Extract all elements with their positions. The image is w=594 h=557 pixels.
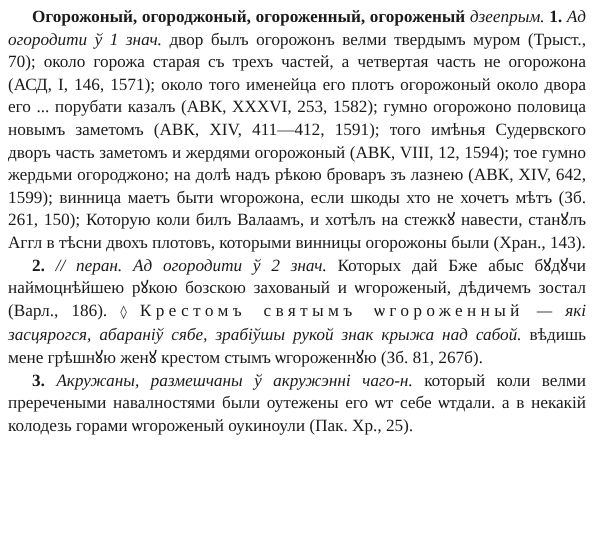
entry-sense-1-paragraph	[8, 6, 586, 255]
sense-number: 3.	[32, 370, 45, 390]
sense-definition: // перан. Ад огородити ў 2 знач.	[55, 255, 327, 275]
phrase-definition: які засцярогся, абараніў сябе, зрабіўшы рукой знак крыжа над сабой.	[8, 300, 587, 345]
sense-quotations: двор былъ огорожонъ велми твердымъ муром (Трыст., 70); около горожа старая съ трехъ частей, а четвертая часть не огорожона (АСД, I, 146, 1571); около того именейца его плотъ огорожоный около двора его ... порубати казалъ (АВК, XXXVI, 253, 1582); гумно огорожоно половица новымъ заметомъ (АВК, XIV, 411—412, 1591); того имѣнья Судервского дворъ часть заметомъ и жердями огорожоный (АВК, VIII, 12, 1594); тое гумно жердьми огороджоно; на долѣ надъ рѣкою броваръ зъ лазнею (АВК, XIV, 642, 1599); винница маетъ быти ѡгорожона, если шкоды хто не хочетъ мѣтъ (Зб. 261, 150); Которую коли билъ Валаамъ, и хотѣлъ на стежкꙋ навести, станꙋлъ Аггл в тѣсни двохъ плотовъ, которыми винницы огорожоны были (Хран., 143).	[8, 29, 586, 252]
set-phrase: Крестомъ святымъ ѡгороженный	[139, 300, 524, 320]
sense-quotations: Которых дай Бже абыс бꙋдꙋчи наймоцнѣйшею рꙋкою бозскою захованый и ѡгороженый, дѣдичемъ зостал (Варл., 186).	[8, 255, 587, 320]
entry-headword: Огорожоный, огороджоный, огороженный, огороженый	[32, 7, 466, 26]
entry-sense-2-paragraph	[8, 255, 586, 370]
sense-quotations: который коли велми преречеными навалностями были оутежены его ѡт себе ѡтдали. а в некакій колодезь горами ѡгороженый оукиноули (Пак. Хр., 25).	[8, 370, 586, 435]
entry-sense-3-paragraph	[8, 370, 586, 438]
sense-number: 1.	[549, 7, 563, 26]
sense-definition: Ад огородити ў 1 знач.	[8, 7, 587, 49]
phrase-quotation: вѣдишь мене грѣшнꙋю женꙋ крестом стымъ ѡгороженнꙋю (Зб. 81, 267б).	[8, 325, 586, 367]
sense-number: 2.	[32, 255, 45, 275]
sense-definition: Акружаны, размешчаны ў акружэнні чаго-н.	[56, 370, 413, 390]
phrase-dash: —	[523, 300, 566, 320]
part-of-speech: дзеепрым.	[469, 7, 545, 26]
phrase-marker-icon: ◊	[120, 304, 127, 320]
